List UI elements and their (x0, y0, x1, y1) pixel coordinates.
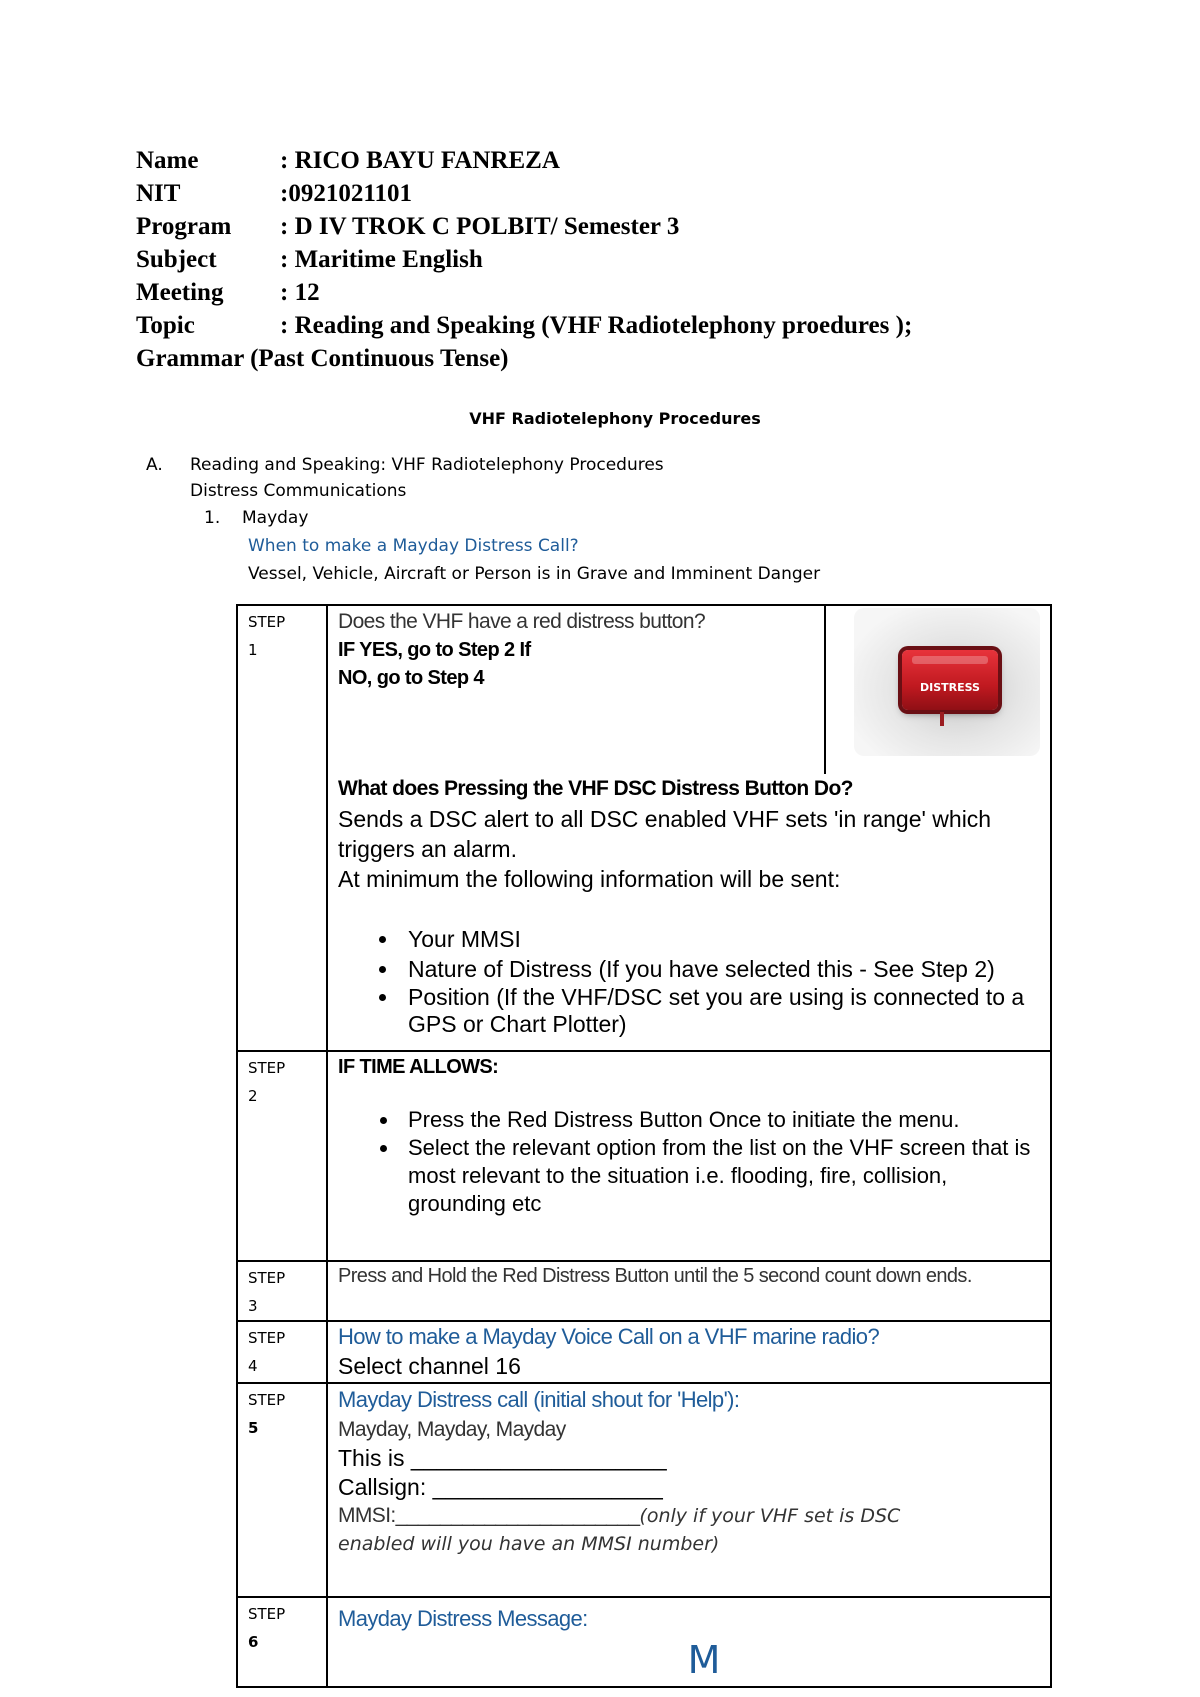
step-row (237, 1597, 1051, 1687)
step1-question: Does the VHF have a red distress button? (338, 610, 706, 633)
step-row (237, 1383, 1051, 1597)
step2-bullet-continuation: grounding etc (408, 1191, 542, 1216)
step5-line-4 (338, 1502, 918, 1558)
topic-continuation: Grammar (Past Continuous Tense) (136, 345, 509, 372)
step-number: 2 (248, 1087, 258, 1105)
header-row-program (136, 210, 1136, 243)
step-word: STEP (248, 1605, 286, 1623)
step5-line-1: Mayday, Mayday, Mayday (338, 1418, 566, 1441)
step-label-cell (237, 1051, 327, 1261)
step-word: STEP (248, 1269, 286, 1287)
step1-paragraph-2: At minimum the following information will be sent: (338, 866, 841, 892)
step-content-cell (327, 605, 1051, 1051)
step1-no: NO, go to Step 4 (338, 667, 484, 689)
header-row-nit (136, 177, 1136, 210)
step-word: STEP (248, 1059, 286, 1077)
document-title: VHF Radiotelephony Procedures (469, 409, 761, 428)
step-label-cell (237, 1383, 327, 1597)
student-info-header (136, 144, 1136, 375)
header-value: : Maritime English (280, 246, 483, 273)
image-divider-line (824, 606, 826, 774)
header-value: : D IV TROK C POLBIT/ Semester 3 (280, 213, 680, 240)
header-label: Program (136, 213, 232, 240)
header-row-name (136, 144, 1136, 177)
step1-yes: IF YES, go to Step 2 If (338, 639, 531, 661)
step-content-cell (327, 1051, 1051, 1261)
step-word: STEP (248, 613, 286, 631)
header-label: Name (136, 147, 199, 174)
step-row (237, 605, 1051, 1051)
distress-button-label: DISTRESS (920, 681, 980, 694)
header-value: :0921021101 (280, 180, 412, 207)
step-number: 6 (248, 1633, 259, 1651)
step1-bullet-list (338, 924, 1042, 1038)
list-item: • Nature of Distress (If you have selected this - See Step 2) (400, 954, 1042, 984)
step5-line-2: This is ____________________ (338, 1445, 667, 1471)
step-row (237, 1051, 1051, 1261)
step-content-cell (327, 1261, 1051, 1321)
step5-line-3: Callsign: __________________ (338, 1474, 663, 1500)
step2-bullet-text: Select the relevant option from the list on the VHF screen that is most relevant to the situation i.e. flooding, fire, collision, (408, 1135, 1031, 1188)
header-label: Meeting (136, 279, 224, 306)
step1-heading: What does Pressing the VHF DSC Distress Button Do? (338, 777, 853, 800)
step6-big-letter: M (687, 1638, 721, 1682)
step-number: 4 (248, 1357, 258, 1375)
item-title: Mayday (242, 508, 309, 528)
step6-heading: Mayday Distress Message: (338, 1606, 588, 1631)
section-title: Reading and Speaking: VHF Radiotelephony Procedures (190, 455, 664, 475)
step-word: STEP (248, 1329, 286, 1347)
step-word: STEP (248, 1391, 286, 1409)
header-row-subject (136, 243, 1136, 276)
button-cover-highlight (912, 656, 988, 664)
mmsi-note: (only if your VHF set is DSC enabled will you have an MMSI number) (338, 1505, 901, 1555)
header-value: : Reading and Speaking (VHF Radiotelephony proedures ); (280, 312, 913, 339)
step1-paragraph-1: Sends a DSC alert to all DSC enabled VHF sets 'in range' which triggers an alarm. (338, 806, 992, 862)
header-value: : 12 (280, 279, 320, 306)
header-label: Topic (136, 312, 195, 339)
mmsi-field: MMSI:______________________ (338, 1504, 640, 1527)
step4-text: Select channel 16 (338, 1353, 521, 1379)
header-row-meeting (136, 276, 1136, 309)
list-item: • Your MMSI (400, 924, 1042, 954)
step4-heading: How to make a Mayday Voice Call on a VHF marine radio? (338, 1324, 880, 1349)
list-item: • Position (If the VHF/DSC set you are using is connected to a GPS or Chart Plotter) (400, 984, 1042, 1038)
step-label-cell (237, 1597, 327, 1687)
list-item (400, 1134, 1042, 1218)
step2-heading: IF TIME ALLOWS: (338, 1056, 499, 1078)
section-marker: A. (146, 455, 163, 475)
steps-table (236, 604, 1052, 1688)
mayday-answer: Vessel, Vehicle, Aircraft or Person is in Grave and Imminent Danger (248, 564, 821, 584)
item-marker: 1. (204, 508, 221, 528)
header-label: NIT (136, 180, 181, 207)
header-label: Subject (136, 246, 217, 273)
step-row (237, 1261, 1051, 1321)
step-label-cell (237, 605, 327, 1051)
step3-text: Press and Hold the Red Distress Button until the 5 second count down ends. (338, 1265, 972, 1287)
button-hinge (940, 712, 944, 726)
step-row (237, 1321, 1051, 1383)
step-number: 3 (248, 1297, 258, 1315)
step-label-cell (237, 1261, 327, 1321)
red-distress-button (902, 650, 998, 710)
step-content-cell (327, 1597, 1051, 1687)
step-content-cell (327, 1383, 1051, 1597)
step2-bullet-list (338, 1106, 1042, 1218)
step-number: 1 (248, 641, 258, 659)
header-value: : RICO BAYU FANREZA (280, 147, 560, 174)
header-row-topic (136, 309, 1136, 342)
step-label-cell (237, 1321, 327, 1383)
step-number: 5 (248, 1419, 259, 1437)
list-item: • Press the Red Distress Button Once to initiate the menu. (400, 1106, 1042, 1134)
step-content-cell (327, 1321, 1051, 1383)
step5-heading: Mayday Distress call (initial shout for 'Help'): (338, 1387, 740, 1412)
distress-button-photo (854, 608, 1040, 756)
subsection-title: Distress Communications (190, 481, 407, 501)
mayday-question: When to make a Mayday Distress Call? (248, 536, 579, 556)
